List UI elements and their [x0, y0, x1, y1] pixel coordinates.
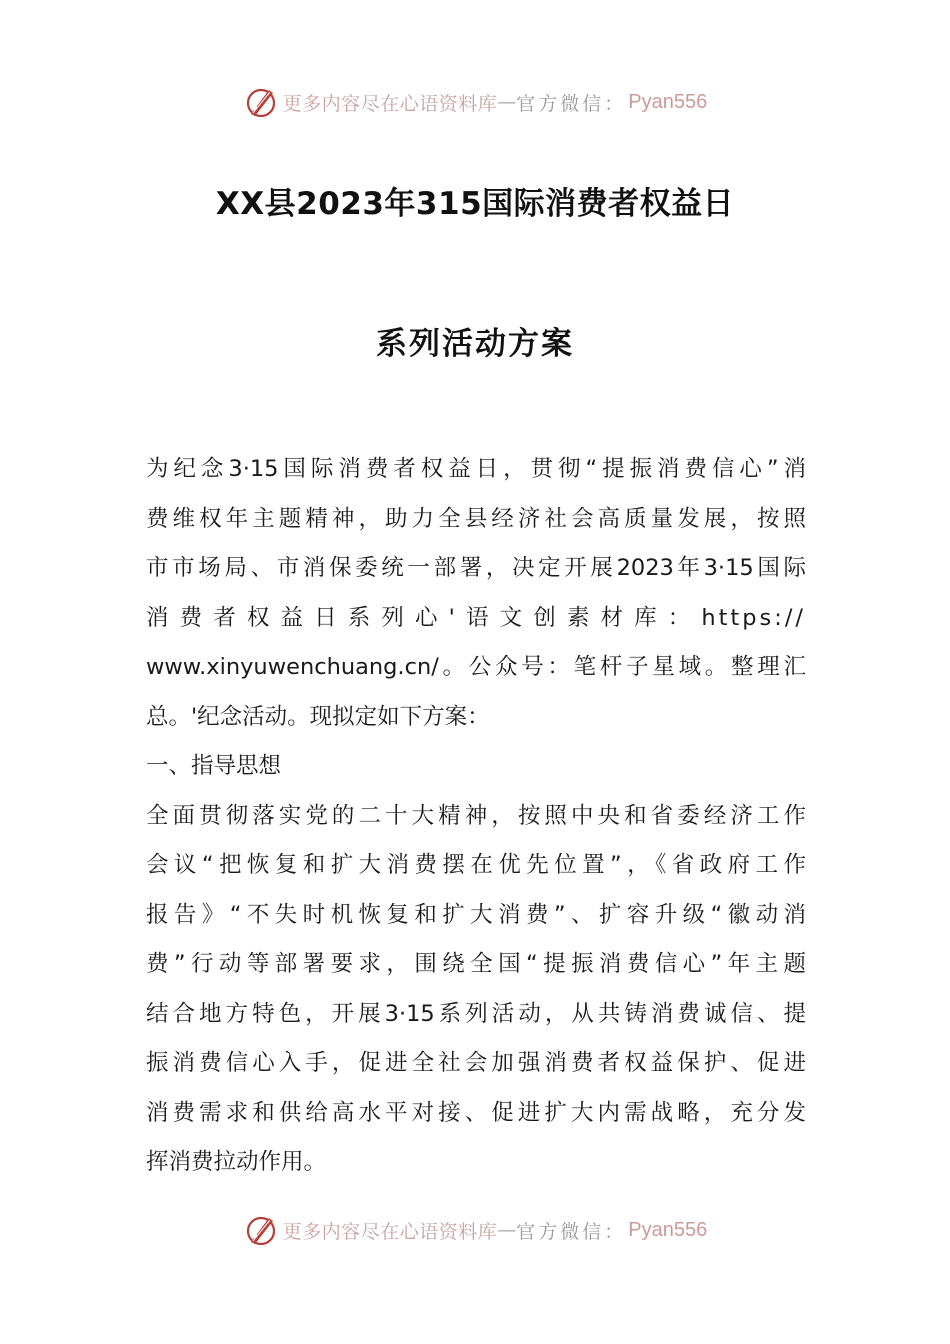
- watermark-separator: —: [497, 91, 517, 113]
- body-line: 挥消费拉动作用。: [146, 1149, 327, 1175]
- watermark-contact-label: 官方微信：: [516, 1220, 627, 1243]
- footer-watermark: [0, 1210, 950, 1250]
- quill-pen-circle-icon: [243, 84, 279, 120]
- watermark-main-text: 更多内容尽在心语资料库: [282, 1220, 498, 1243]
- watermark-separator: —: [497, 1219, 517, 1241]
- body-line: 会议“把恢复和扩大消费摆在优先位置”，《省政府工作: [146, 852, 806, 878]
- header-watermark: [0, 82, 950, 122]
- body-line: 结合地方特色，开展3·15系列活动，从共铸消费诚信、提: [146, 1000, 806, 1027]
- body-line: 全面贯彻落实党的二十大精神，按照中央和省委经济工作: [146, 802, 806, 829]
- watermark-contact-id: Pyan556: [628, 1218, 708, 1241]
- watermark-contact-label: 官方微信：: [516, 92, 627, 115]
- watermark-contact-id: Pyan556: [628, 90, 708, 113]
- body-line: 费维权年主题精神，助力全县经济社会高质量发展，按照: [146, 505, 806, 532]
- body-line: 为纪念3·15国际消费者权益日，贯彻“提振消费信心”消: [146, 456, 806, 482]
- body-line: 振消费信心入手，促进全社会加强消费者权益保护、促进: [146, 1050, 806, 1076]
- section-heading: 一、指导思想: [146, 753, 282, 779]
- body-line: www.xinyuwenchuang.cn/。公众号：笔杆子星域。整理汇: [146, 654, 806, 680]
- body-line: 消费者权益日系列心'语文创素材库：https://: [146, 604, 806, 631]
- body-line: 总。'纪念活动。现拟定如下方案：: [146, 703, 490, 730]
- watermark-main-text: 更多内容尽在心语资料库: [282, 92, 498, 115]
- document-body: [146, 445, 806, 1188]
- document-title-line-2: 系列活动方案: [376, 326, 574, 362]
- body-line: 消费需求和供给高水平对接、促进扩大内需战略，充分发: [146, 1099, 806, 1126]
- body-line: 报告》“不失时机恢复和扩大消费”、扩容升级“徽动消: [146, 901, 806, 928]
- body-line: 市市场局、市消保委统一部署，决定开展2023年3·15国际: [146, 555, 806, 581]
- quill-pen-circle-icon: [243, 1212, 279, 1248]
- document-title-line-1: XX县2023年315国际消费者权益日: [215, 186, 735, 222]
- body-line: 费”行动等部署要求，围绕全国“提振消费信心”年主题: [146, 951, 806, 977]
